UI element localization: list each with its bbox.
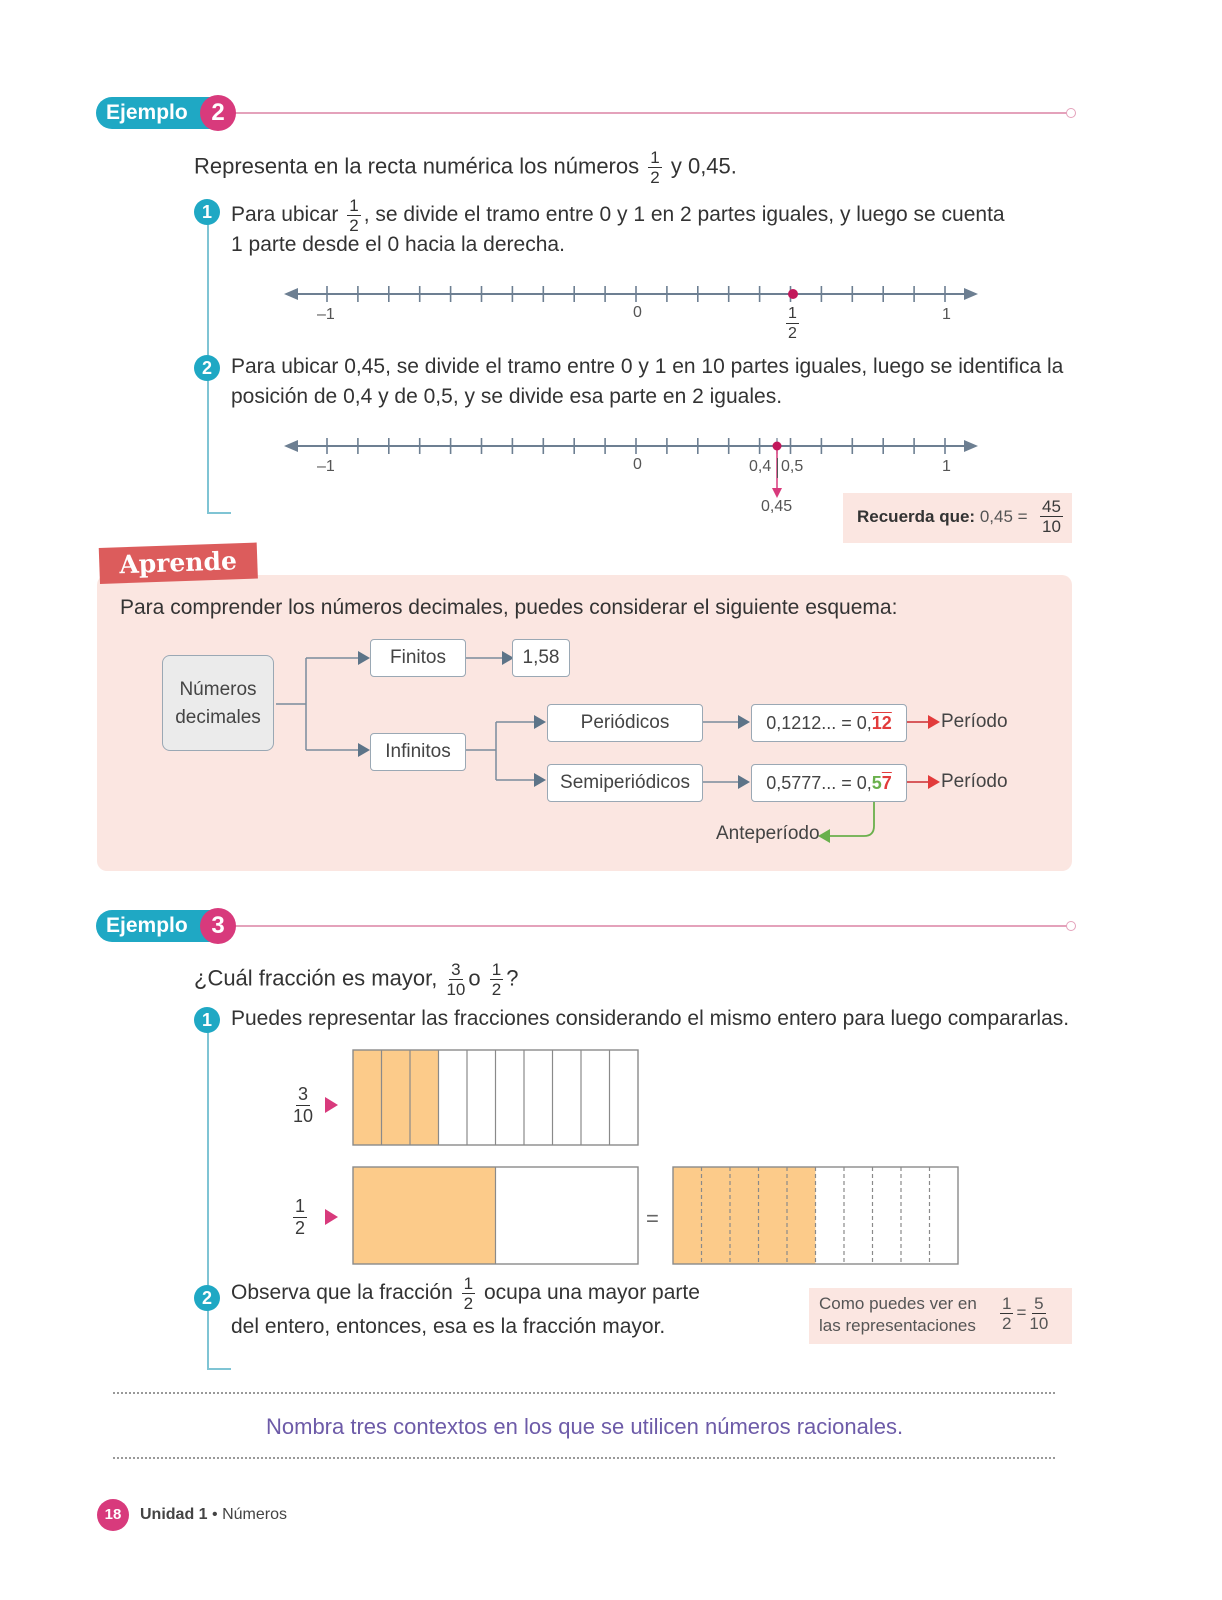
ejemplo3-step1-text: Puedes representar las fracciones considerando el mismo entero para luego compararlas. [231, 1007, 1070, 1030]
period-digit: 7 [881, 773, 892, 793]
bar-part-empty [581, 1050, 610, 1145]
fraction: $\frac{1}{2}$ [650, 148, 660, 187]
node-finito-example: 1,58 [512, 639, 570, 677]
question-text-end: y 0,45. [670, 153, 737, 179]
node-periodico-example: 0,1212... = 0,12 [751, 704, 907, 742]
bar-part-filled [730, 1167, 759, 1264]
nl1-label-zero: 0 [633, 304, 642, 321]
bar-five-tenths [672, 1166, 960, 1266]
recuerda-title: Recuerda que: [857, 507, 976, 526]
recuerda-box: Recuerda que: 0,45 = $\frac{45}{10}$ [843, 493, 1072, 543]
ejemplo2-step1-line2: 1 parte desde el 0 hacia la derecha. [231, 233, 565, 256]
label-anteperiodo: Anteperíodo [716, 823, 820, 844]
bar-part-empty [524, 1050, 553, 1145]
fraction: $\frac{3}{10}$ [446, 960, 466, 999]
closing-prompt: Nombra tres contextos en los que se utilicen números racionales. [266, 1414, 904, 1439]
nl2-label-divider [777, 458, 778, 478]
nl2-label-045: 0,45 [761, 498, 793, 515]
bar-part-filled [787, 1167, 816, 1264]
rule-end-dot [1066, 921, 1076, 931]
ejemplo3-step2-line2: del entero, entonces, esa es la fracción mayor. [231, 1315, 666, 1338]
bar2-fraction-label: $\frac{1}{2}$ [295, 1196, 306, 1238]
bar-part-empty [873, 1167, 902, 1264]
fraction: $\frac{1}{2}$ [463, 1274, 474, 1313]
label-periodo-1: Período [941, 711, 1008, 732]
note-box [809, 1288, 1072, 1344]
ejemplo3-number: 3 [200, 908, 236, 944]
bar-part-filled [353, 1050, 382, 1145]
footer-unit: Unidad 1 [140, 1506, 208, 1523]
nl1-label-half: $\frac{1}{2}$ [788, 305, 797, 342]
node-numeros-decimales [162, 655, 274, 751]
bar-part-empty [610, 1050, 639, 1145]
period-digits: 12 [871, 713, 892, 733]
bar-part-empty [439, 1050, 468, 1145]
bar-part-filled [759, 1167, 788, 1264]
node-root-line1: Números [179, 679, 257, 700]
anteperiod-digit: 5 [871, 773, 882, 793]
step-connector-line [207, 1030, 209, 1370]
step-connector-end [207, 1368, 231, 1370]
ejemplo2-label: Ejemplo [96, 97, 234, 129]
note-line2: las representaciones [819, 1316, 976, 1335]
step-1-badge: 1 [194, 199, 220, 225]
question-text: Representa en la recta numérica los números [194, 153, 640, 179]
point-half [788, 289, 798, 299]
bar2-arrow-icon [325, 1209, 338, 1225]
ejemplo3-question: ¿Cuál fracción es mayor, $\frac{3}{10}$ o $\frac{1}{2}$ ? [194, 960, 519, 999]
node-semiperiodicos: Semiperiódicos [547, 764, 703, 802]
nl2-label-04: 0,4 [749, 458, 772, 475]
bar-part-empty [496, 1050, 525, 1145]
fraction: $\frac{1}{2}$ [349, 196, 359, 235]
step-1-badge: 1 [194, 1007, 220, 1033]
bar-part-filled [382, 1050, 411, 1145]
ejemplo2-rule [230, 112, 1068, 114]
ejemplo2-number: 2 [200, 95, 236, 131]
bar-three-tenths [352, 1049, 640, 1147]
nl2-label-minus-one: –1 [317, 458, 335, 475]
aprende-intro: Para comprender los números decimales, puedes considerar el siguiente esquema: [120, 596, 898, 619]
fraction: $\frac{1}{2}$ [491, 960, 502, 999]
bar-part-empty [816, 1167, 845, 1264]
node-root-line2: decimales [175, 707, 261, 728]
ejemplo2-question [194, 148, 737, 187]
footer-bullet: • [212, 1506, 218, 1523]
bar-part-filled [702, 1167, 731, 1264]
nl2-label-zero: 0 [633, 456, 642, 473]
ejemplo2-step2-line2: posición de 0,4 y de 0,5, y se divide esa parte en 2 iguales. [231, 385, 783, 408]
node-finitos: Finitos [370, 639, 466, 677]
ejemplo3-step2-line1: Observa que la fracción $\frac{1}{2}$ ocupa una mayor parte [231, 1274, 700, 1313]
bar-part-empty [553, 1050, 582, 1145]
bar-part-empty [467, 1050, 496, 1145]
ejemplo2-step1-line1: Para ubicar $\frac{1}{2}$ , se divide el tramo entre 0 y 1 en 2 partes iguales, y luego se cuenta [231, 196, 1005, 235]
node-infinitos: Infinitos [370, 733, 466, 771]
bar1-arrow-icon [325, 1097, 338, 1113]
bar-part-empty [930, 1167, 959, 1264]
aprende-title: Aprende [99, 543, 258, 584]
ejemplo3-label: Ejemplo [96, 910, 234, 942]
dotted-rule-top [113, 1392, 1055, 1394]
bar-part-empty [844, 1167, 873, 1264]
step-connector-end [207, 512, 231, 514]
bar-part-filled [353, 1167, 496, 1264]
point-045 [773, 442, 782, 451]
bar-one-half [352, 1166, 640, 1266]
nl2-label-05: 0,5 [781, 458, 804, 475]
recuerda-text: 0,45 = [979, 507, 1028, 526]
ejemplo3-rule [230, 925, 1068, 927]
footer-topic: Números [222, 1506, 287, 1523]
dotted-rule-bottom [113, 1457, 1055, 1459]
nl1-label-one: 1 [942, 306, 951, 323]
note-equation: $\frac{1}{2}$ = $\frac{5}{10}$ [1002, 1294, 1049, 1333]
equals-sign: = [646, 1206, 659, 1231]
node-semi-example: 0,5777... = 0,57 [751, 764, 907, 802]
step-2-badge: 2 [194, 355, 220, 381]
bar-part-empty [901, 1167, 930, 1264]
bar-part-empty [496, 1167, 639, 1264]
nl1-label-minus-one: –1 [317, 306, 335, 323]
rule-end-dot [1066, 108, 1076, 118]
ejemplo2-step2-line1: Para ubicar 0,45, se divide el tramo entre 0 y 1 en 10 partes iguales, luego se identifica la [231, 355, 1064, 378]
bar1-fraction-label: $\frac{3}{10}$ [293, 1084, 314, 1126]
bar-part-filled [410, 1050, 439, 1145]
page-number-badge: 18 [97, 1499, 129, 1531]
node-periodicos: Periódicos [547, 704, 703, 742]
bar-part-filled [673, 1167, 702, 1264]
note-line1: Como puedes ver en [819, 1294, 977, 1313]
label-periodo-2: Período [941, 771, 1008, 792]
nl2-label-one: 1 [942, 458, 951, 475]
footer-text [140, 1506, 287, 1524]
step-2-badge: 2 [194, 1285, 220, 1311]
